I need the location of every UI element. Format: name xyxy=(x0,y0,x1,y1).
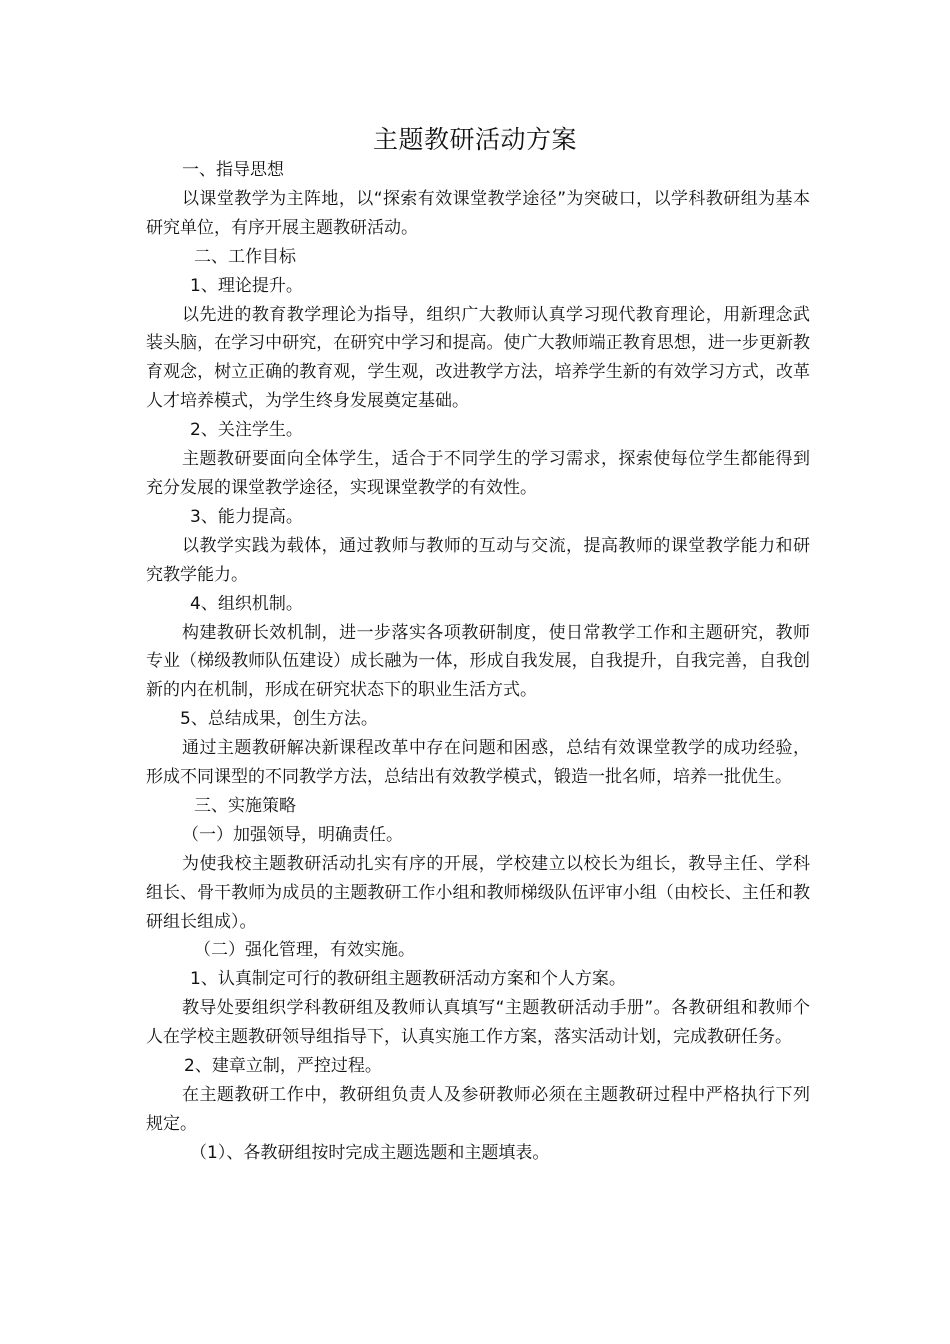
paragraph: 教导处要组织学科教研组及教师认真填写“主题教研活动手册”。各教研组和教师个人在学校主题教研领导组指导下，认真实施工作方案，落实活动计划，完成教研任务。 xyxy=(146,998,810,1048)
subsection-heading: 2、建章立制，严控过程。 xyxy=(184,1056,382,1077)
subsection-heading: （二）强化管理，有效实施。 xyxy=(194,940,415,961)
paragraph: 为使我校主题教研活动扎实有序的开展，学校建立以校长为组长，教导主任、学科组长、骨干教师为成员的主题教研工作小组和教师梯级队伍评审小组（由校长、主任和教研组长组成）。 xyxy=(146,853,810,932)
section-heading: 三、实施策略 xyxy=(194,795,296,816)
subsection-heading: 5、总结成果，创生方法。 xyxy=(180,709,378,730)
subsection-heading: 1、理论提升。 xyxy=(190,275,303,296)
paragraph: 以课堂教学为主阵地，以“探索有效课堂教学途径”为突破口，以学科教研组为基本研究单位，有序开展主题教研活动。 xyxy=(146,188,810,238)
subsection-heading: 1、认真制定可行的教研组主题教研活动方案和个人方案。 xyxy=(190,969,626,990)
paragraph: 以先进的教育教学理论为指导，组织广大教师认真学习现代教育理论，用新理念武装头脑，在学习中研究，在研究中学习和提高。使广大教师端正教育思想，进一步更新教育观念，树立正确的教育观，学生观，改进教学方法，培养学生新的有效学习方式，改革人才培养模式，为学生终身发展奠定基础。 xyxy=(146,304,810,412)
subsection-heading: （一）加强领导，明确责任。 xyxy=(182,824,403,845)
list-item: （1）、各教研组按时完成主题选题和主题填表。 xyxy=(190,1142,550,1163)
paragraph: 通过主题教研解决新课程改革中存在问题和困惑，总结有效课堂教学的成功经验，形成不同课型的不同教学方法，总结出有效教学模式，锻造一批名师，培养一批优生。 xyxy=(146,738,810,788)
section-heading: 二、工作目标 xyxy=(194,246,296,267)
paragraph: 构建教研长效机制，进一步落实各项教研制度，使日常教学工作和主题研究，教师专业（梯级教师队伍建设）成长融为一体，形成自我发展，自我提升，自我完善，自我创新的内在机制，形成在研究状态下的职业生活方式。 xyxy=(146,622,810,701)
paragraph: 主题教研要面向全体学生，适合于不同学生的学习需求，探索使每位学生都能得到充分发展的课堂教学途径，实现课堂教学的有效性。 xyxy=(146,449,810,498)
subsection-heading: 4、组织机制。 xyxy=(190,593,303,614)
subsection-heading: 2、关注学生。 xyxy=(190,420,303,441)
section-heading: 一、指导思想 xyxy=(182,160,284,180)
paragraph: 以教学实践为载体，通过教师与教师的互动与交流，提高教师的课堂教学能力和研究教学能力。 xyxy=(146,535,810,585)
paragraph: 在主题教研工作中，教研组负责人及参研教师必须在主题教研过程中严格执行下列规定。 xyxy=(146,1085,810,1134)
subsection-heading: 3、能力提高。 xyxy=(190,506,303,527)
document-body xyxy=(146,156,810,1168)
document-title: 主题教研活动方案 xyxy=(372,125,577,154)
